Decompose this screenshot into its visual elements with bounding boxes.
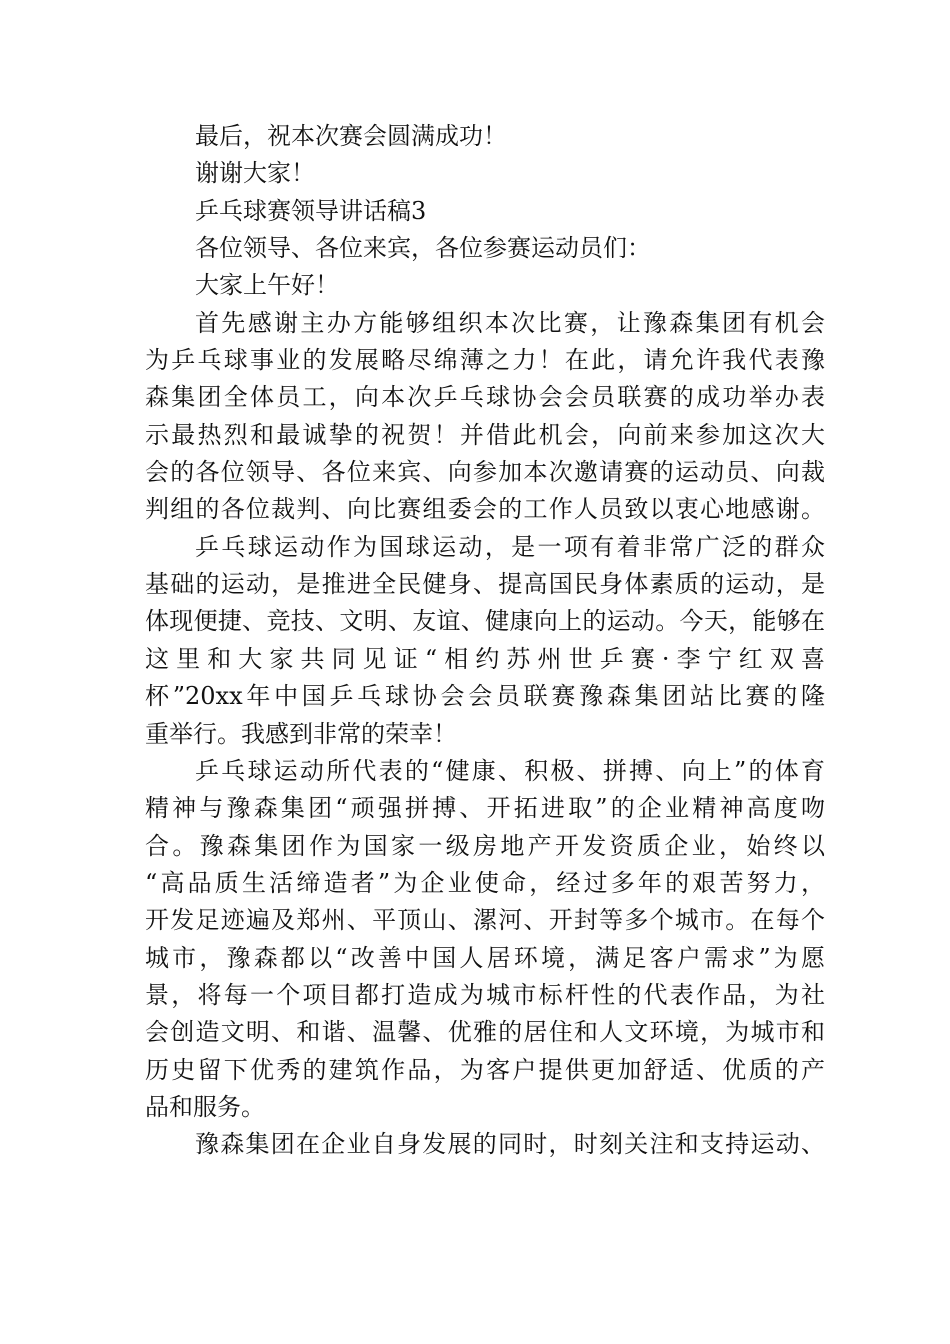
- paragraph-line: 基础的运动，是推进全民健身、提高国民身体素质的运动，是: [145, 570, 825, 599]
- document-body: [145, 118, 825, 1164]
- salutation-line: 各位领导、各位来宾，各位参赛运动员们：: [195, 234, 651, 263]
- paragraph-line: “高品质生活缔造者”为企业使命，经过多年的艰苦努力，: [145, 868, 825, 897]
- paragraph-line: 首先感谢主办方能够组织本次比赛，让豫森集团有机会: [195, 308, 825, 337]
- paragraph-line: 重举行。我感到非常的荣幸！: [145, 719, 457, 748]
- paragraph-line: 城市，豫森都以“改善中国人居环境，满足客户需求”为愿: [145, 943, 825, 972]
- paragraph-line: 森集团全体员工，向本次乒乓球协会会员联赛的成功举办表: [145, 383, 825, 412]
- text-line: 最后，祝本次赛会圆满成功！: [195, 122, 507, 150]
- paragraph-line: 品和服务。: [145, 1092, 265, 1121]
- paragraph-line: 示最热烈和最诚挚的祝贺！并借此机会，向前来参加这次大: [145, 420, 825, 449]
- paragraph-line: 会的各位领导、各位来宾、向参加本次邀请赛的运动员、向裁: [145, 458, 825, 487]
- text-line: 谢谢大家！: [195, 159, 315, 188]
- paragraph-line: 合。豫森集团作为国家一级房地产开发资质企业，始终以: [145, 831, 825, 860]
- greeting-line: 大家上午好！: [195, 271, 339, 300]
- section-heading: 乒乓球赛领导讲话稿3: [195, 196, 427, 225]
- paragraph-line: 杯”20xx年中国乒乓球协会会员联赛豫森集团站比赛的隆: [145, 682, 825, 711]
- paragraph-line: 这里和大家共同见证“相约苏州世乒赛·李宁红双喜: [145, 644, 825, 673]
- paragraph-line: 会创造文明、和谐、温馨、优雅的居住和人文环境，为城市和: [145, 1018, 825, 1047]
- paragraph-line: 为乒乓球事业的发展略尽绵薄之力！在此，请允许我代表豫: [145, 346, 825, 375]
- paragraph-line: 体现便捷、竞技、文明、友谊、健康向上的运动。今天，能够在: [145, 607, 825, 636]
- paragraph-line: 精神与豫森集团“顽强拼搏、开拓进取”的企业精神高度吻: [145, 794, 825, 823]
- paragraph-line: 景，将每一个项目都打造成为城市标杆性的代表作品，为社: [145, 980, 825, 1009]
- paragraph-line: 判组的各位裁判、向比赛组委会的工作人员致以衷心地感谢。: [145, 495, 825, 524]
- paragraph-line: 豫森集团在企业自身发展的同时，时刻关注和支持运动、: [195, 1130, 825, 1159]
- paragraph-line: 乒乓球运动作为国球运动，是一项有着非常广泛的群众: [195, 532, 825, 561]
- paragraph-line: 历史留下优秀的建筑作品，为客户提供更加舒适、优质的产: [145, 1055, 825, 1084]
- paragraph-line: 乒乓球运动所代表的“健康、积极、拼搏、向上”的体育: [195, 756, 825, 785]
- paragraph-line: 开发足迹遍及郑州、平顶山、漯河、开封等多个城市。在每个: [145, 906, 825, 935]
